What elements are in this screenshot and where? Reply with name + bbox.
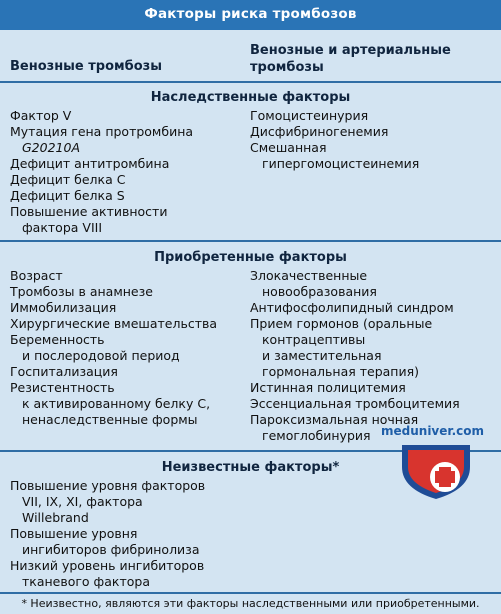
divider: [0, 81, 501, 83]
footnote: * Неизвестно, являются эти факторы наследственными или приобретенными.: [21, 597, 480, 610]
list-item: Повышение активности: [10, 204, 168, 219]
list-item: Истинная полицитемия: [250, 380, 406, 395]
list-item: ненаследственные формы: [22, 412, 198, 427]
list-item: Эссенциальная тромбоцитемия: [250, 396, 460, 411]
divider: [0, 240, 501, 242]
page-title: Факторы риска тромбозов: [144, 6, 357, 22]
list-item: Антифосфолипидный синдром: [250, 300, 454, 315]
list-item: Гомоцистеинурия: [250, 108, 369, 123]
divider: [0, 592, 501, 594]
section-title-unknown: Неизвестные факторы*: [161, 460, 340, 475]
list-item: тканевого фактора: [22, 574, 150, 589]
list-item: Тромбозы в анамнезе: [10, 284, 153, 299]
unknown-left-list: [10, 478, 205, 590]
list-item: гормональная терапия): [262, 364, 420, 379]
list-item: Прием гормонов (оральные: [250, 316, 433, 331]
list-item: Willebrand: [22, 510, 89, 525]
list-item: VII, IX, XI, фактора: [22, 494, 143, 509]
list-item: Возраст: [10, 268, 63, 283]
list-item: Дефицит антитромбина: [10, 156, 170, 171]
list-item: новообразования: [262, 284, 377, 299]
list-item: Дефицит белка С: [10, 172, 126, 187]
list-item: Дефицит белка S: [10, 188, 125, 203]
acquired-right-list: [250, 268, 460, 444]
hereditary-left-list: [10, 108, 193, 236]
section-title-acquired: Приобретенные факторы: [154, 250, 347, 265]
list-item: Резистентность: [10, 380, 115, 395]
list-item: гипергомоцистеинемия: [262, 156, 420, 171]
list-item: Иммобилизация: [10, 300, 117, 315]
list-item: Хирургические вмешательства: [10, 316, 218, 331]
list-item: Повышение уровня факторов: [10, 478, 206, 493]
list-item: Дисфибриногенемия: [250, 124, 389, 139]
hereditary-right-list: [250, 108, 419, 172]
list-item: Повышение уровня: [10, 526, 138, 541]
list-item: Госпитализация: [10, 364, 118, 379]
list-item: и заместительная: [262, 348, 382, 363]
column-header-venous: Венозные тромбозы: [10, 59, 162, 74]
column-header-line: Венозные и артериальные: [250, 43, 451, 58]
list-item: Беременность: [10, 332, 105, 347]
list-item: Мутация гена протромбина: [10, 124, 194, 139]
column-header-line: тромбозы: [250, 60, 324, 75]
list-item: Злокачественные: [250, 268, 368, 283]
list-item: фактора VIII: [22, 220, 103, 235]
list-item: Смешанная: [250, 140, 327, 155]
section-title-hereditary: Наследственные факторы: [150, 90, 351, 105]
column-header-venous-arterial: [250, 42, 451, 76]
list-item: G20210A: [22, 140, 81, 155]
list-item: гемоглобинурия: [262, 428, 371, 443]
list-item: к активированному белку С,: [22, 396, 211, 411]
list-item: Пароксизмальная ночная: [250, 412, 419, 427]
acquired-left-list: [10, 268, 217, 428]
list-item: контрацептивы: [262, 332, 366, 347]
medical-shield-icon: [398, 441, 474, 505]
list-item: ингибиторов фибринолиза: [22, 542, 200, 557]
list-item: и послеродовой период: [22, 348, 180, 363]
watermark-text: meduniver.com: [381, 424, 485, 438]
list-item: Фактор V: [10, 108, 72, 123]
list-item: Низкий уровень ингибиторов: [10, 558, 205, 573]
